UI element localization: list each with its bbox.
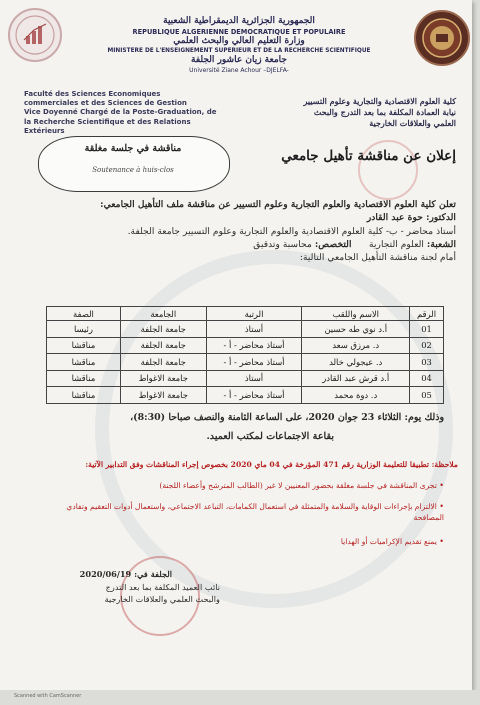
cell-number: 02 bbox=[410, 337, 444, 354]
col-header-university: الجامعة bbox=[120, 307, 206, 321]
branch-line bbox=[16, 238, 456, 251]
header-ar-line3: جامعة زيان عاشور الجلفة bbox=[191, 55, 287, 66]
cell-name: د. عيجولي خالد bbox=[302, 354, 410, 371]
note-item bbox=[14, 480, 458, 492]
cell-rank: أستاذ محاضر - أ - bbox=[206, 337, 302, 354]
ministry-header bbox=[66, 16, 412, 75]
university-watermark bbox=[95, 250, 453, 608]
faculty-fr-block bbox=[24, 90, 224, 136]
cell-name: د. دوة محمد bbox=[302, 387, 410, 404]
table-row bbox=[47, 370, 444, 387]
cell-university: جامعة الاغواط bbox=[120, 387, 206, 404]
faculty-ar-line: العلمي والعلاقات الخارجية bbox=[369, 117, 456, 128]
spec-value: محاسبة وتدقيق bbox=[253, 239, 312, 251]
schedule-line: وذلك يوم: الثلاثاء 23 جوان 2020، على الساعة الثامنة والنصف صباحا (8:30)، bbox=[130, 412, 444, 423]
faculty-logo bbox=[8, 8, 62, 62]
cell-rank: أستاذ محاضر - أ - bbox=[206, 354, 302, 371]
note-item bbox=[14, 536, 458, 548]
university-logo bbox=[414, 10, 470, 66]
table-row bbox=[47, 387, 444, 404]
signature-line2: والبحث العلمي والعلاقات الخارجية bbox=[104, 594, 220, 605]
faculty-fr-line: la Recherche Scientifique et des Relations bbox=[24, 117, 191, 126]
cell-number: 03 bbox=[410, 354, 444, 371]
cell-university: جامعة الجلفة bbox=[120, 337, 206, 354]
committee-text: أمام لجنة مناقشة التأهيل الجامعي التالية: bbox=[299, 252, 456, 264]
cloud-fr-label: Soutenance à huis-clos bbox=[92, 166, 174, 174]
header-ar-line2: وزارة التعليم العالي والبحث العلمي bbox=[173, 36, 305, 47]
cell-number: 01 bbox=[410, 321, 444, 338]
cell-university: جامعة الجلفة bbox=[120, 321, 206, 338]
bullet-icon: • bbox=[439, 480, 444, 490]
signature-date: الجلفة في: 2020/06/19 bbox=[79, 569, 172, 579]
bullet-icon: • bbox=[439, 502, 444, 512]
cell-university: جامعة الجلفة bbox=[120, 354, 206, 371]
note-text: تجرى المناقشة في جلسة مغلقة بحضور المعنيين لا غير (الطالب المترشح وأعضاء اللجنة) bbox=[159, 480, 437, 490]
cell-university: جامعة الاغواط bbox=[120, 370, 206, 387]
cell-name: د. مرزق سعد bbox=[302, 337, 410, 354]
cell-rank: أستاذ bbox=[206, 321, 302, 338]
cell-role: مناقشا bbox=[47, 354, 121, 371]
col-header-rank: الرتبة bbox=[206, 307, 302, 321]
faculty-fr-line: Faculté des Sciences Economiques bbox=[24, 90, 161, 98]
scanner-footer bbox=[0, 690, 480, 705]
col-header-role: الصفة bbox=[47, 307, 121, 321]
cell-role: رئيسا bbox=[47, 321, 121, 338]
intro-text: تعلن كلية العلوم الاقتصادية والعلوم التجارية وعلوم التسيير عن مناقشة ملف التأهيل الجامعي: bbox=[100, 199, 456, 210]
faculty-ar-block bbox=[252, 96, 456, 128]
cloud-ar-label: مناقشة في جلسة مغلقة bbox=[84, 143, 182, 154]
faculty-ar-line: كلية العلوم الاقتصادية والتجارية وعلوم التسيير bbox=[303, 96, 456, 106]
cell-name: أ.د قرش عبد القادر bbox=[302, 370, 410, 387]
table-row bbox=[47, 354, 444, 371]
table-row bbox=[47, 337, 444, 354]
faculty-fr-line: commerciales et des Sciences de Gestion bbox=[24, 99, 187, 108]
signature-line1: نائب العميد المكلفة بما بعد التدرج bbox=[105, 581, 220, 592]
table-row bbox=[47, 321, 444, 338]
schedule-room: بقاعة الاجتماعات لمكتب العميد. bbox=[206, 431, 334, 442]
cell-rank: أستاذ bbox=[206, 370, 302, 387]
footer-text: Scanned with CamScanner bbox=[14, 693, 82, 699]
announcement-body bbox=[16, 198, 456, 265]
faculty-fr-line: Vice Doyenné Chargé de la Poste-Graduation, de bbox=[24, 108, 217, 117]
branch-value: العلوم التجارية bbox=[369, 239, 424, 251]
cell-role: مناقشا bbox=[47, 387, 121, 404]
cell-number: 04 bbox=[410, 370, 444, 387]
note-text: يمنع تقديم الإكراميات أو الهدايا bbox=[340, 536, 437, 546]
note-text: الالتزام بإجراءات الوقاية والسلامة والمتمثلة في استعمال الكمامات، التباعد الاجتماعي، واستعمال أدوات التعقيم وتفادي المصافحة bbox=[66, 502, 444, 522]
col-header-number: الرقم bbox=[410, 307, 444, 321]
col-header-name: الاسم واللقب bbox=[302, 307, 410, 321]
notes-block bbox=[14, 460, 458, 547]
header-fr-line1: REPUBLIQUE ALGERIENNE DEMOCRATIQUE ET POPULAIRE bbox=[132, 27, 346, 36]
note-item bbox=[14, 501, 458, 523]
cell-name: أ.د نوي طه حسين bbox=[302, 321, 410, 338]
branch-label: الشعبة: bbox=[426, 239, 456, 251]
header-ar-line1: الجمهورية الجزائرية الديمقراطية الشعبية bbox=[163, 16, 315, 26]
page-title: إعلان عن مناقشة تأهيل جامعي bbox=[281, 148, 456, 164]
spec-label: التخصص: bbox=[314, 239, 352, 251]
header-fr-line3: Université Ziane Achour –DJELFA- bbox=[189, 67, 289, 75]
doctor-label: الدكتور: bbox=[426, 212, 456, 224]
doctor-name: حوة عبد القادر bbox=[366, 212, 423, 224]
notes-intro: ملاحظة: تطبيقا للتعليمة الوزارية رقم 471 المؤرخة في 04 ماي 2020 بخصوص إجراء المناقشات وفق التدابير الآتية: bbox=[85, 460, 458, 469]
faculty-fr-line: Extérieurs bbox=[24, 126, 65, 135]
jury-table bbox=[46, 306, 444, 404]
cell-role: مناقشا bbox=[47, 370, 121, 387]
faculty-ar-line: نيابة العمادة المكلفة بما بعد التدرج والبحث bbox=[313, 106, 456, 117]
bullet-icon: • bbox=[439, 536, 444, 546]
table-header-row bbox=[47, 307, 444, 321]
cell-role: مناقشا bbox=[47, 337, 121, 354]
cell-rank: أستاذ محاضر - أ - bbox=[206, 387, 302, 404]
signature-block bbox=[40, 568, 220, 606]
doctor-line bbox=[16, 211, 456, 224]
position-text: أستاذ محاضر - ب- كلية العلوم الاقتصادية والعلوم التجارية وعلوم التسيير جامعة الجلفة. bbox=[127, 225, 456, 237]
cell-number: 05 bbox=[410, 387, 444, 404]
header-fr-line2: MINISTERE DE L'ENSEIGNEMENT SUPERIEUR ET DE LA RECHERCHE SCIENTIFIQUE bbox=[107, 47, 371, 54]
